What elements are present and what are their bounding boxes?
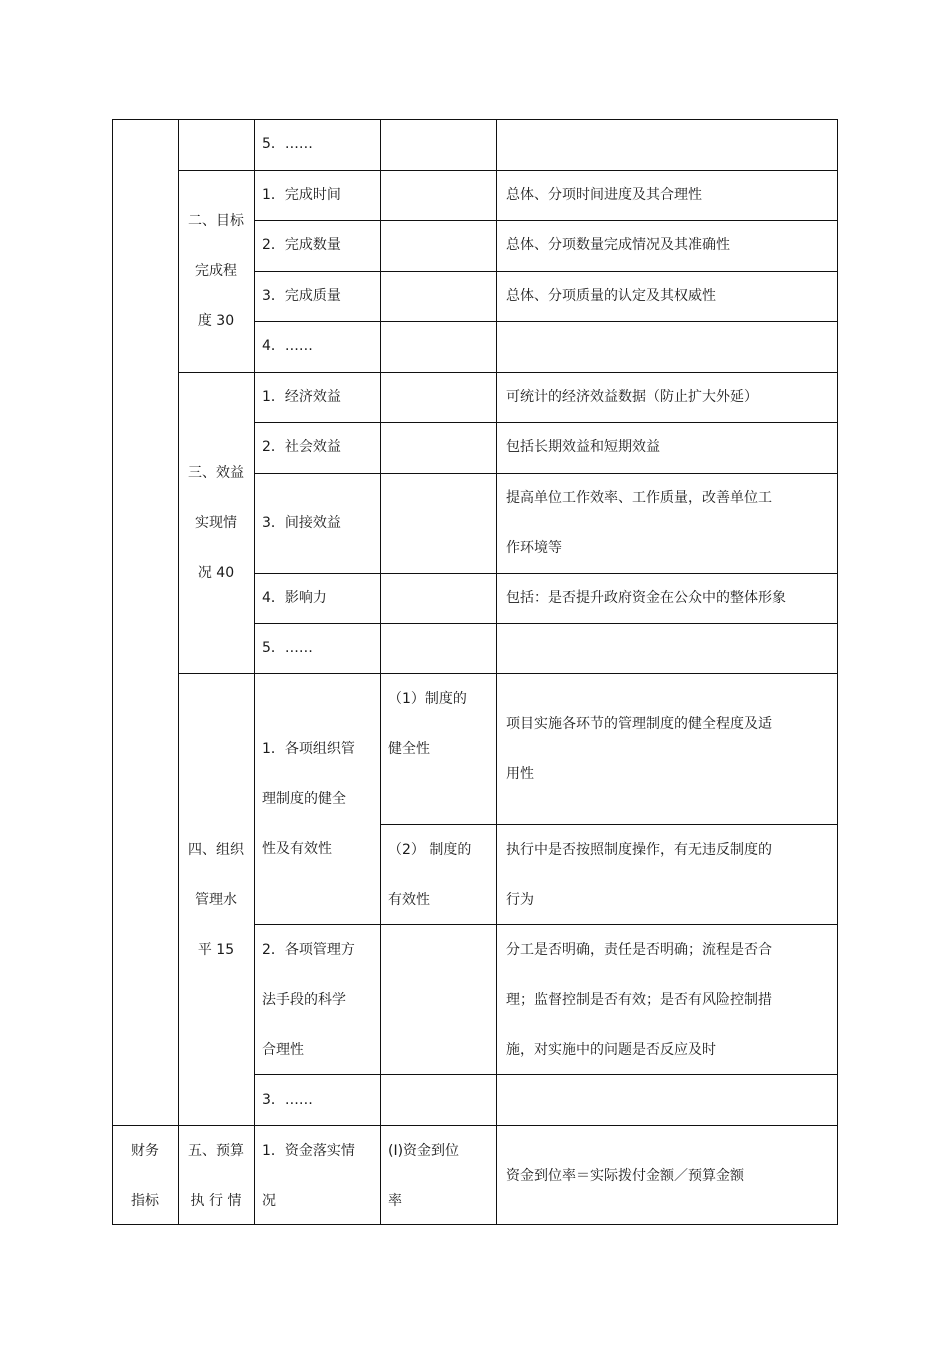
item-cell: 1．完成时间 (262, 187, 341, 203)
category-management: 四、组织 管理水 平 15 (188, 842, 244, 958)
note-cell: 总体、分项时间进度及其合理性 (506, 187, 702, 203)
item-cell: 5．…… (262, 136, 313, 152)
item-cell: 1．资金落实情 况 (262, 1143, 355, 1209)
evaluation-table (112, 119, 838, 1225)
sub-item-cell: （1）制度的 健全性 (388, 691, 467, 757)
category-benefit: 三、效益 实现情 况 40 (188, 465, 244, 581)
grid-line (254, 119, 255, 1225)
item-cell: 1．各项组织管 理制度的健全 性及有效性 (262, 741, 355, 857)
note-cell: 可统计的经济效益数据（防止扩大外延） (506, 389, 758, 405)
category-goal-completion: 二、目标 完成程 度 30 (188, 213, 244, 329)
item-cell: 3．间接效益 (262, 515, 341, 531)
note-cell: 包括长期效益和短期效益 (506, 439, 660, 455)
item-cell: 5．…… (262, 640, 313, 656)
item-cell: 4．影响力 (262, 590, 327, 606)
sub-item-cell: （2） 制度的 有效性 (388, 842, 472, 908)
note-cell: 执行中是否按照制度操作，有无违反制度的 行为 (506, 842, 772, 908)
note-cell: 包括：是否提升政府资金在公众中的整体形象 (506, 590, 786, 606)
note-cell: 分工是否明确，责任是否明确；流程是否合 理；监督控制是否有效；是否有风险控制措 施，对实施中的问题是否反应及时 (506, 942, 772, 1058)
category-budget-execution: 五、预算 执 行 情 (188, 1143, 244, 1209)
note-cell: 总体、分项数量完成情况及其准确性 (506, 237, 730, 253)
grid-line (496, 119, 497, 1225)
note-cell: 项目实施各环节的管理制度的健全程度及适 用性 (506, 716, 772, 782)
note-cell: 提高单位工作效率、工作质量，改善单位工 作环境等 (506, 490, 772, 556)
item-cell: 1．经济效益 (262, 389, 341, 405)
item-cell: 3．…… (262, 1092, 313, 1108)
item-cell: 3．完成质量 (262, 288, 341, 304)
item-cell: 2．完成数量 (262, 237, 341, 253)
sub-item-cell: (Ⅰ)资金到位 率 (388, 1143, 460, 1209)
item-cell: 4．…… (262, 338, 313, 354)
group-finance-indicator: 财务 指标 (131, 1143, 159, 1209)
note-cell: 资金到位率＝实际拨付金额／预算金额 (506, 1168, 744, 1184)
grid-line (380, 119, 381, 1225)
grid-line (178, 673, 838, 674)
note-cell: 总体、分项质量的认定及其权威性 (506, 288, 716, 304)
item-cell: 2．社会效益 (262, 439, 341, 455)
item-cell: 2．各项管理方 法手段的科学 合理性 (262, 942, 355, 1058)
